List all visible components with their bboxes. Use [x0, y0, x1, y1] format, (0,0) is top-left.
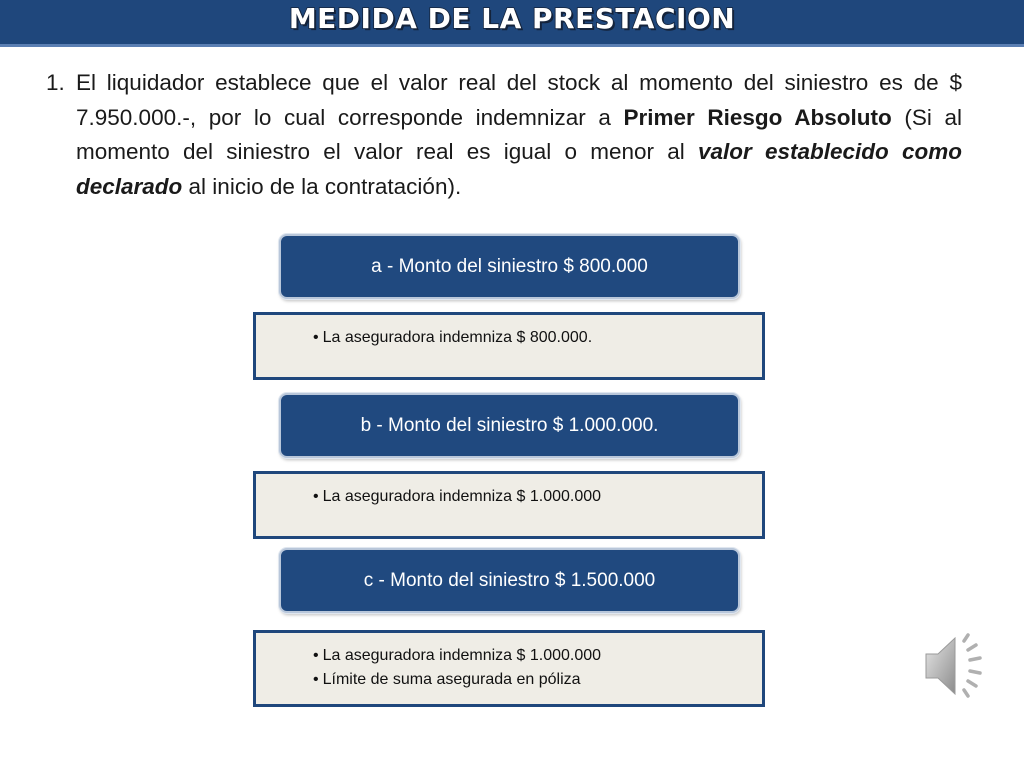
- point-body: [76, 66, 962, 204]
- numbered-point: [40, 66, 962, 204]
- point-text-1: El liquidador establece que el valor real del stock al momento del siniestro es de $ 7.950.000.-, por lo cual corresponde indemnizar a: [76, 70, 962, 130]
- result-item: • Límite de suma asegurada en póliza: [313, 671, 581, 688]
- point-bold-term: Primer Riesgo Absoluto: [623, 104, 892, 130]
- bullet: •: [313, 488, 319, 505]
- title-bar: [0, 0, 1024, 47]
- speaker-icon[interactable]: [922, 632, 992, 700]
- bullet: •: [313, 671, 319, 688]
- result-item: • La aseguradora indemniza $ 800.000.: [313, 329, 593, 346]
- bullet: •: [313, 329, 319, 346]
- case-label-b: b - Monto del siniestro $ 1.000.000.: [360, 414, 659, 436]
- point-emphasis: valor establecido como declarado: [76, 139, 962, 199]
- result-box-b: [253, 471, 765, 539]
- result-box-c: [253, 630, 765, 707]
- result-item: • La aseguradora indemniza $ 1.000.000: [313, 488, 602, 505]
- result-box-a: [253, 312, 765, 380]
- point-text-3: al inicio de la contratación).: [182, 173, 462, 199]
- result-item: • La aseguradora indemniza $ 1.000.000: [313, 647, 602, 664]
- case-box-c: [279, 548, 740, 613]
- slide-title: MEDIDA DE LA PRESTACION: [288, 2, 736, 35]
- bullet: •: [313, 647, 319, 664]
- case-label-a: a - Monto del siniestro $ 800.000: [371, 255, 648, 277]
- case-box-b: [279, 393, 740, 458]
- case-box-a: [279, 234, 740, 299]
- point-text-2: (Si al momento del siniestro el valor real es igual o menor al: [76, 104, 962, 164]
- point-number: 1.: [46, 70, 65, 95]
- case-label-c: c - Monto del siniestro $ 1.500.000: [363, 569, 656, 591]
